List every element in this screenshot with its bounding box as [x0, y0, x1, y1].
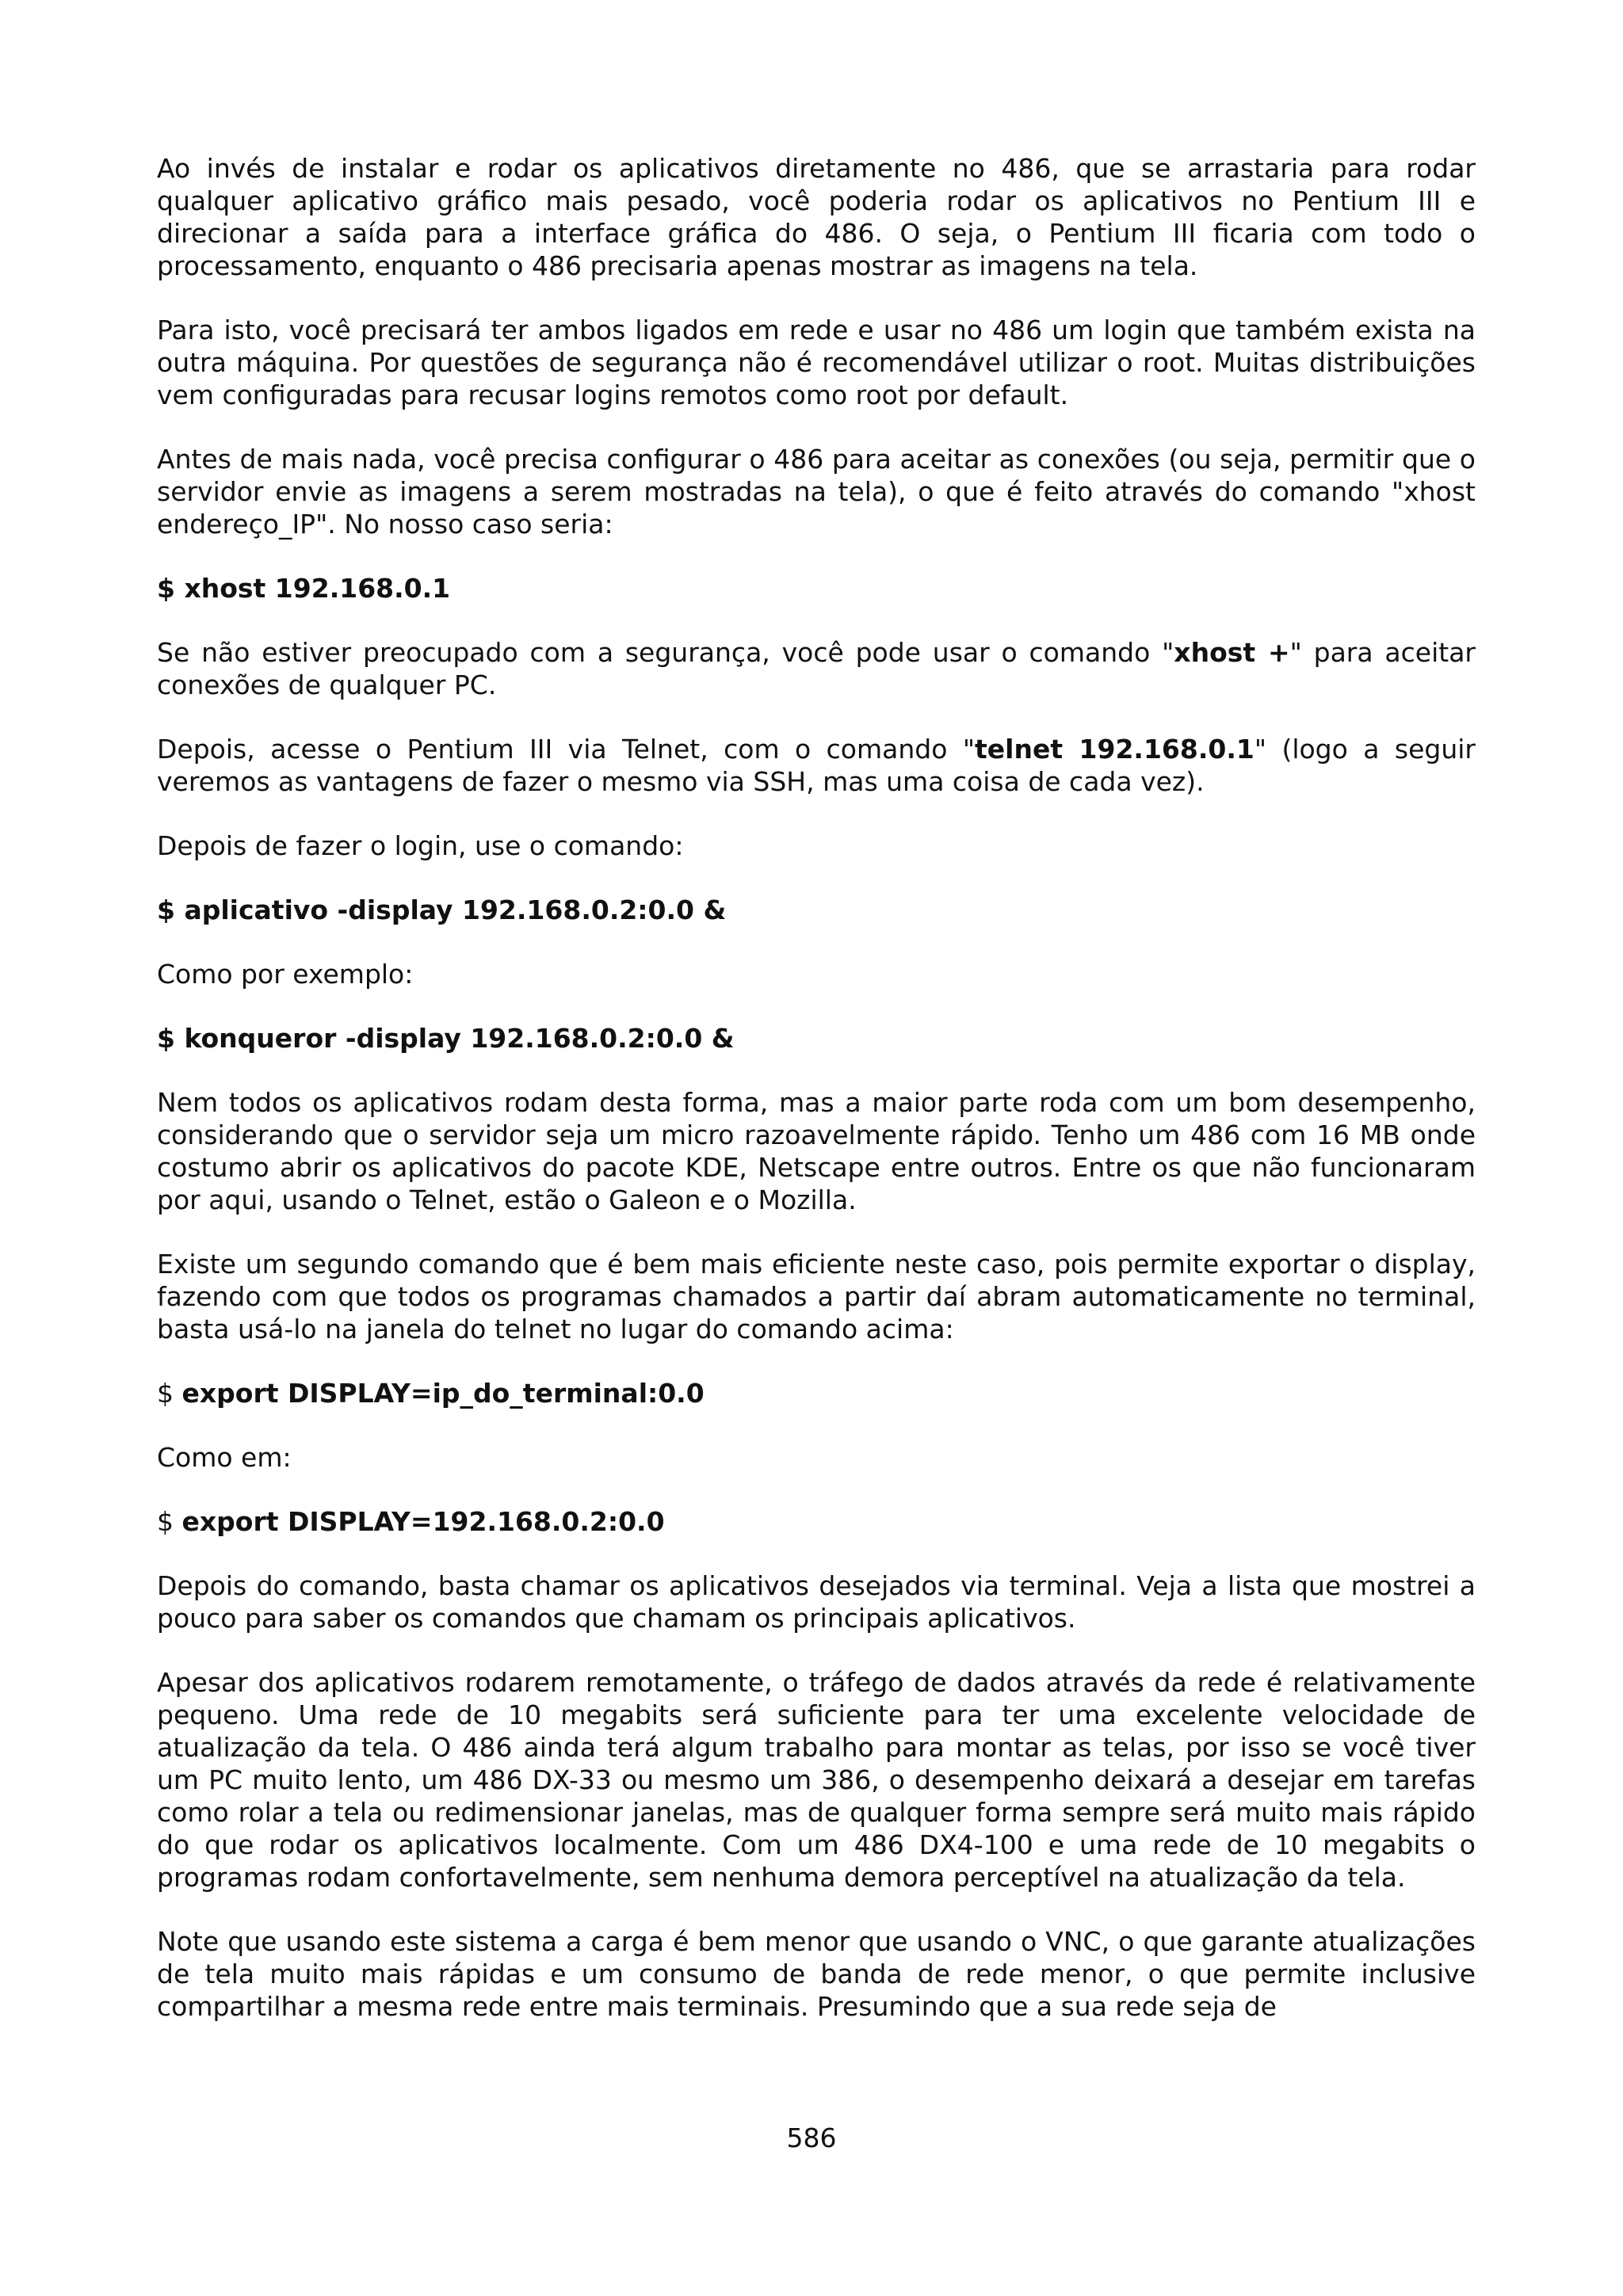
document-page [157, 152, 1476, 2054]
inline-command-xhost-plus: xhost + [1174, 637, 1290, 668]
paragraph-5 [157, 733, 1476, 798]
paragraph-8: Nem todos os aplicativos rodam desta forma, mas a maior parte roda com um bom desempenho, considerando que o servidor seja um micro razoavelmente rápido. Tenho um 486 com 16 MB onde costumo abrir os aplicativos do pacote KDE, Netscape entre outros. Entre os que não funcionaram por aqui, usando o Telnet, estão o Galeon e o Mozilla. [157, 1087, 1476, 1215]
page-number: 586 [786, 2122, 837, 2153]
paragraph-12: Apesar dos aplicativos rodarem remotamente, o tráfego de dados através da rede é relativamente pequeno. Uma rede de 10 megabits será suficiente para ter uma excelente velocidade de atualização da tela. O 486 ainda terá algum trabalho para montar as telas, por isso se você tiver um PC muito lento, um 486 DX-33 ou mesmo um 386, o desempenho deixará a desejar em tarefas como rolar a tela ou redimensionar janelas, mas de qualquer forma sempre será muito mais rápido do que rodar os aplicativos localmente. Com um 486 DX4-100 e uma rede de 10 megabits o programas rodam confortavelmente, sem nenhuma demora perceptível na atualização da tela. [157, 1667, 1476, 1893]
text-fragment: Depois, acesse o Pentium III via Telnet, com o comando " [157, 734, 975, 765]
text-fragment: " (logo a seguir veremos as vantagens de fazer o mesmo via SSH, mas uma coisa de cada vez). [157, 734, 1476, 797]
paragraph-3: Antes de mais nada, você precisa configurar o 486 para aceitar as conexões (ou seja, permitir que o servidor envie as imagens a serem mostradas na tela), o que é feito através do comando "xhost endereço_IP". No nosso caso seria: [157, 444, 1476, 540]
paragraph-1: Ao invés de instalar e rodar os aplicativos diretamente no 486, que se arrastaria para rodar qualquer aplicativo gráfico mais pesado, você poderia rodar os aplicativos no Pentium III e direcionar a saída para a interface gráfica do 486. O seja, o Pentium III ficaria com todo o processamento, enquanto o 486 precisaria apenas mostrar as imagens na tela. [157, 153, 1476, 281]
text-fragment: Se não estiver preocupado com a segurança, você pode usar o comando " [157, 637, 1174, 668]
paragraph-10: Como em: [157, 1442, 292, 1473]
command-prompt: $ [157, 1378, 182, 1409]
command-export-display-ip [157, 1505, 1476, 1538]
command-text: export DISPLAY=192.168.0.2:0.0 [181, 1506, 665, 1537]
paragraph-2: Para isto, você precisará ter ambos ligados em rede e usar no 486 um login que também exista na outra máquina. Por questões de segurança não é recomendável utilizar o root. Muitas distribuições vem configuradas para recusar logins remotos como root por default. [157, 315, 1476, 410]
command-xhost: $ xhost 192.168.0.1 [157, 573, 451, 604]
paragraph-9: Existe um segundo comando que é bem mais eficiente neste caso, pois permite exportar o display, fazendo com que todos os programas chamados a partir daí abram automaticamente no terminal, basta usá-lo na janela do telnet no lugar do comando acima: [157, 1249, 1476, 1344]
text-fragment: " para aceitar conexões de qualquer PC. [157, 637, 1476, 700]
command-text: export DISPLAY=ip_do_terminal:0.0 [181, 1378, 705, 1409]
paragraph-11: Depois do comando, basta chamar os aplicativos desejados via terminal. Veja a lista que mostrei a pouco para saber os comandos que chamam os principais aplicativos. [157, 1570, 1476, 1634]
paragraph-13: Note que usando este sistema a carga é bem menor que usando o VNC, o que garante atualizações de tela muito mais rápidas e um consumo de banda de rede menor, o que permite inclusive compartilhar a mesma rede entre mais terminais. Presumindo que a sua rede seja de [157, 1926, 1476, 2022]
paragraph-7: Como por exemplo: [157, 959, 414, 990]
paragraph-6: Depois de fazer o login, use o comando: [157, 830, 684, 861]
command-aplicativo-display: $ aplicativo -display 192.168.0.2:0.0 & [157, 894, 727, 925]
command-konqueror-display: $ konqueror -display 192.168.0.2:0.0 & [157, 1023, 735, 1054]
command-export-display-terminal [157, 1377, 1476, 1409]
inline-command-telnet: telnet 192.168.0.1 [975, 734, 1254, 765]
command-prompt: $ [157, 1506, 182, 1537]
paragraph-4 [157, 636, 1476, 701]
